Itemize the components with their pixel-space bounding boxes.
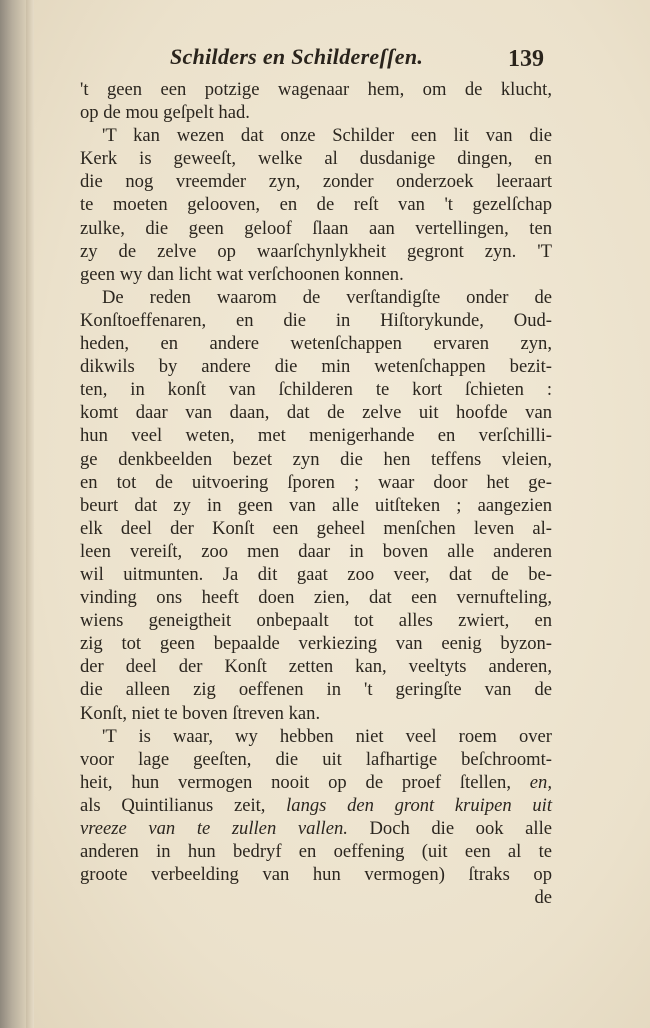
text-run: Doch die ook alle	[369, 818, 552, 839]
text-run: leen vereiſt, zoo men daar in boven alle anderen	[80, 540, 552, 562]
text-run: Konſt, niet te boven ſtreven kan.	[80, 702, 321, 724]
text-run: zy de zelve op waarſchynlykheit gegront zyn. 'T	[80, 240, 552, 262]
text-line	[80, 725, 552, 748]
text-run: hun veel weten, met menigerhande en verſchilli-	[80, 425, 552, 447]
text-run: ten, in konſt van ſchilderen te kort ſchieten :	[80, 379, 552, 401]
italic-text: langs den gront kruipen uit	[286, 794, 553, 816]
text-run: heden, en andere wetenſchappen ervaren zyn,	[80, 333, 552, 355]
text-line	[80, 678, 552, 701]
text-line	[80, 540, 552, 563]
text-run: Konſtoeffenaren, en die in Hiſtorykunde, Oud-	[80, 309, 552, 331]
text-line	[80, 170, 552, 193]
text-line	[80, 309, 552, 332]
text-line	[80, 193, 552, 216]
text-line	[80, 101, 552, 124]
text-line	[80, 771, 552, 794]
text-run: Kerk is geweeſt, welke al dusdanige dingen, en	[80, 148, 552, 170]
text-run: wiens geneigtheit onbepaalt tot alles zwiert, en	[80, 610, 552, 632]
text-line	[80, 471, 552, 494]
text-run: 'T kan wezen dat onze Schilder een lit van die	[102, 125, 552, 147]
running-title: Schilders en Schildereſſen.	[170, 44, 424, 69]
text-run: 't geen een potzige wagenaar hem, om de klucht,	[80, 79, 552, 100]
text-line	[80, 586, 552, 609]
text-run: de	[534, 887, 552, 909]
text-line	[80, 332, 552, 355]
text-run: zig tot geen bepaalde verkiezing van eenig byzon-	[80, 633, 552, 655]
page-header	[150, 38, 570, 78]
text-run: groote verbeelding van hun vermogen) ſtraks op	[80, 864, 552, 886]
text-line	[80, 240, 552, 263]
text-line	[80, 78, 552, 101]
text-line	[80, 147, 552, 170]
text-run: die nog vreemder zyn, zonder onderzoek leeraart	[80, 171, 552, 193]
book-spine-shadow	[0, 0, 26, 1028]
text-run: anderen in hun bedryf en oeffening (uit een al te	[80, 841, 552, 863]
text-line	[80, 817, 552, 840]
text-line	[80, 840, 552, 863]
text-line	[80, 517, 552, 540]
text-run: zulke, die geen geloof ſlaan aan vertellingen, ten	[80, 217, 552, 239]
text-line	[80, 494, 552, 517]
text-line	[80, 702, 552, 725]
text-run: elk deel der Konſt een geheel menſchen leven al-	[80, 517, 552, 539]
text-run: der deel der Konſt zetten kan, veeltyts anderen,	[80, 656, 552, 678]
text-line	[80, 794, 552, 817]
text-run: voor lage geeſten, die uit lafhartige beſchroomt-	[80, 748, 552, 770]
text-line	[80, 124, 552, 147]
page-gutter	[26, 0, 34, 1028]
text-run: geen wy dan licht wat verſchoonen konnen.	[80, 263, 404, 285]
text-line	[80, 378, 552, 401]
text-line	[80, 748, 552, 771]
text-line	[80, 263, 552, 286]
text-run: wil uitmunten. Ja dit gaat zoo veer, dat de be-	[80, 563, 552, 585]
text-run: beurt dat zy in geen van alle uitſteken ; aangezien	[80, 494, 552, 516]
text-line	[80, 609, 552, 632]
italic-text: en,	[529, 771, 552, 793]
text-run: heit, hun vermogen nooit op de proef ſtellen,	[80, 771, 511, 793]
page-number: 139	[508, 46, 544, 72]
text-line	[80, 448, 552, 471]
text-line	[80, 286, 552, 309]
text-line	[80, 563, 552, 586]
text-line	[80, 217, 552, 240]
text-line	[80, 863, 552, 886]
text-run: dikwils by andere die min wetenſchappen bezit-	[80, 356, 552, 378]
text-line	[80, 424, 552, 447]
text-line	[80, 355, 552, 378]
text-run: en tot de uitvoering ſporen ; waar door het ge-	[80, 471, 552, 493]
text-run: als Quintilianus zeit,	[80, 794, 266, 816]
text-run: op de mou geſpelt had.	[80, 102, 250, 124]
text-run: vinding ons heeft doen zien, dat een vernufteling,	[80, 587, 552, 609]
text-line	[80, 655, 552, 678]
text-run: 'T is waar, wy hebben niet veel roem over	[102, 725, 552, 747]
text-run: komt daar van daan, dat de zelve uit hoofde van	[80, 402, 552, 424]
text-run: te moeten gelooven, en de reſt van 't gezelſchap	[80, 194, 552, 216]
text-run: De reden waarom de verſtandigſte onder de	[102, 286, 552, 308]
text-line	[80, 632, 552, 655]
italic-text: vreeze van te zullen vallen.	[80, 818, 348, 839]
body-text	[80, 78, 552, 909]
text-line	[80, 886, 552, 909]
text-run: ge denkbeelden bezet zyn die hen teffens vleien,	[80, 448, 552, 470]
text-line	[80, 401, 552, 424]
text-run: die alleen zig oeffenen in 't geringſte van de	[80, 679, 552, 701]
